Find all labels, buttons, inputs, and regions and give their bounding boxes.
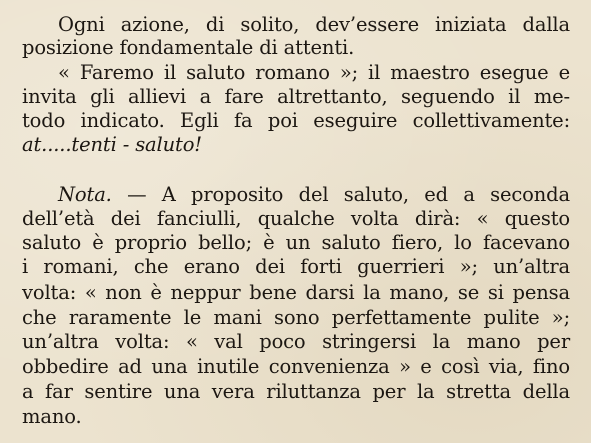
nota-line (58, 183, 570, 207)
text-line: a far sentire una vera riluttanza per la stretta della (22, 380, 570, 403)
text-line: che raramente le mani sono perfettamente pulite »; (22, 306, 570, 329)
text-line: « Faremo il saluto romano »; il maestro esegue e (58, 61, 570, 84)
text-line: — A proposito del saluto, ed a seconda (127, 183, 570, 206)
text-line: volta: « non è neppur bene darsi la mano, se si pensa (22, 281, 570, 304)
text-line: mano. (22, 405, 82, 428)
text-line: un’altra volta: « val poco stringersi la mano per (22, 330, 570, 353)
text-line: posizione fondamentale di attenti. (22, 36, 355, 59)
text-line: i romani, che erano dei forti guerrieri »; un’altra (22, 255, 570, 278)
text-line: saluto è proprio bello; è un saluto fiero, lo facevano (22, 231, 570, 254)
text-line: obbedire ad una inutile convenienza » e così via, fino (22, 355, 570, 378)
text-line: Ogni azione, di solito, dev’essere iniziata dalla (58, 13, 570, 36)
text-line: invita gli allievi a fare altrettanto, seguendo il me- (22, 85, 570, 108)
text-line: todo indicato. Egli fa poi eseguire collettivamente: (22, 109, 570, 132)
nota-label: Nota. (58, 183, 112, 206)
text-line: dell’età dei fanciulli, qualche volta dirà: « questo (22, 207, 570, 230)
command-text: at.....tenti - saluto! (22, 133, 202, 156)
